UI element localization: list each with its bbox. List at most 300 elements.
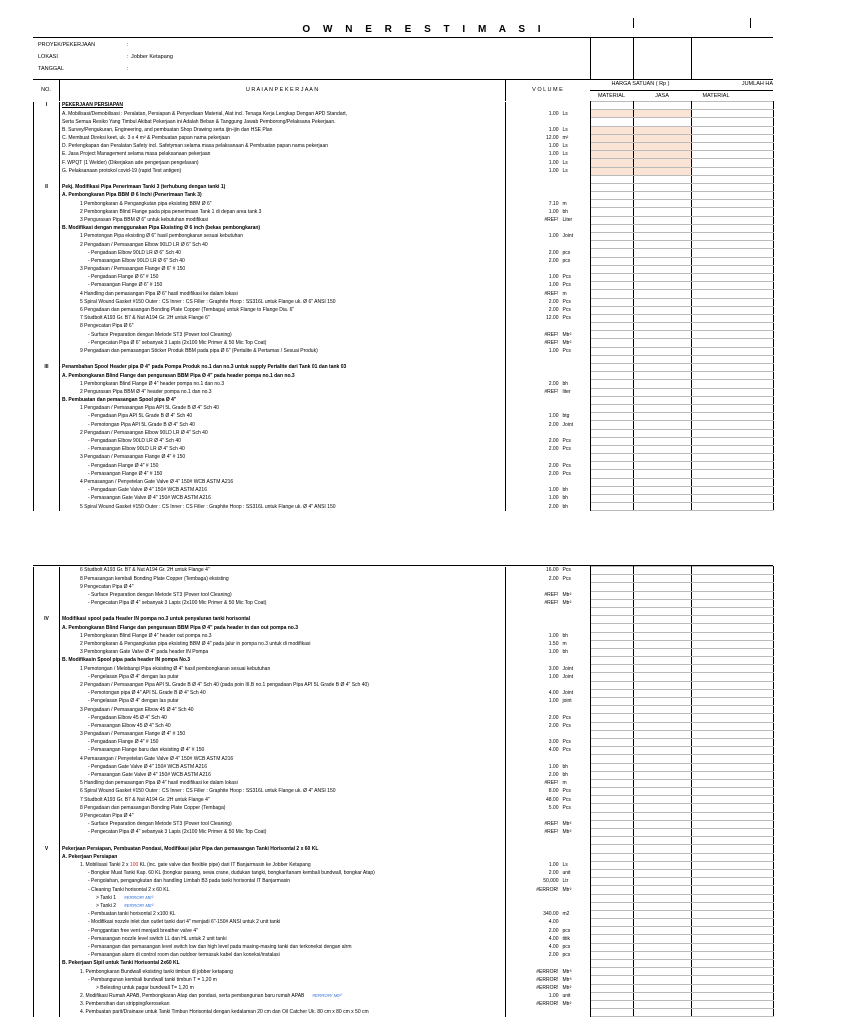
table-row xyxy=(34,919,774,927)
row-service-price xyxy=(634,126,692,134)
row-total-material xyxy=(692,902,774,910)
table-row xyxy=(34,470,774,478)
row-description xyxy=(60,175,506,183)
row-number xyxy=(34,323,60,331)
row-unit xyxy=(561,681,591,689)
row-service-price xyxy=(634,282,692,290)
table-row xyxy=(34,632,774,640)
row-total-material xyxy=(692,331,774,339)
row-service-price xyxy=(634,462,692,470)
row-number xyxy=(34,747,60,755)
row-description: 4. Pembuatan parit/Drainase untuk Tanki Timbun Horisontal dengan kedalaman 20 cm dan Oil Catcher Uk. 80 cm x 80 cm x 50 cm xyxy=(60,1009,506,1017)
table-row xyxy=(34,591,774,599)
row-number xyxy=(34,265,60,273)
row-material-price xyxy=(591,829,634,837)
row-service-price xyxy=(634,224,692,232)
table-row xyxy=(34,257,774,265)
row-description: 6 Pengadaan dan pemasangan Bonding Plate Copper (Tembaga) untuk Flange to Flange Dia. 6" xyxy=(60,306,506,314)
row-service-price xyxy=(634,567,692,575)
row-total-material xyxy=(692,216,774,224)
row-total-material xyxy=(692,951,774,959)
row-description: - Pengecatan Pipa Ø 6" sebanyak 3 Lapis (2x100 Mic Primer & 50 Mic Top Coat) xyxy=(60,339,506,347)
row-service-price xyxy=(634,951,692,959)
row-total-material xyxy=(692,763,774,771)
row-unit xyxy=(561,372,591,380)
row-description: - Pemasangan Flange baru dan eksisting Ø 4" # 150 xyxy=(60,747,506,755)
row-description: D. Perlengkapan dan Peralatan Safety incl. Safetyman selama masa pelaksanaan & Pembuatan papan nama pekerjaan xyxy=(60,142,506,150)
table-row xyxy=(34,763,774,771)
table-row xyxy=(34,976,774,984)
row-unit xyxy=(561,706,591,714)
row-number xyxy=(34,771,60,779)
row-unit: bh xyxy=(561,495,591,503)
row-total-material xyxy=(692,273,774,281)
error-note: #ERROR! Mtr² xyxy=(124,894,154,900)
row-number xyxy=(34,575,60,583)
row-service-price xyxy=(634,421,692,429)
row-quantity: 1.00 xyxy=(506,208,561,216)
row-number xyxy=(34,902,60,910)
row-total-material xyxy=(692,910,774,918)
row-total-material xyxy=(692,437,774,445)
row-number xyxy=(34,486,60,494)
row-material-price xyxy=(591,681,634,689)
row-unit xyxy=(561,118,591,126)
row-unit: m xyxy=(561,779,591,787)
row-material-price xyxy=(591,142,634,150)
row-quantity: 12.00 xyxy=(506,134,561,142)
row-description: 8 Pengadaan dan pemasangan Bonding Plate Copper (Tembaga) xyxy=(60,804,506,812)
row-total-material xyxy=(692,142,774,150)
row-total-material xyxy=(692,388,774,396)
row-service-price xyxy=(634,298,692,306)
table-row xyxy=(34,657,774,665)
table-row xyxy=(34,730,774,738)
row-service-price xyxy=(634,183,692,191)
row-material-price xyxy=(591,159,634,167)
row-description: Serta Semua Resiko Yang Timbul Akibat Pekerjaan ini Adalah Beban & Tanggung Jawab Pemborong/Pelaksana Pekerjaan. xyxy=(60,118,506,126)
row-unit: Pcs xyxy=(561,722,591,730)
row-unit: Pcs xyxy=(561,804,591,812)
row-total-material xyxy=(692,298,774,306)
row-service-price xyxy=(634,575,692,583)
table-row xyxy=(34,224,774,232)
column-header-jasa: JASA xyxy=(655,93,669,99)
row-service-price xyxy=(634,927,692,935)
row-quantity: 1.00 xyxy=(506,763,561,771)
row-quantity: 1.00 xyxy=(506,159,561,167)
row-number xyxy=(34,607,60,615)
row-quantity: 1.00 xyxy=(506,861,561,869)
row-service-price xyxy=(634,290,692,298)
row-total-material xyxy=(692,640,774,648)
row-unit: Pcs xyxy=(561,273,591,281)
row-description: A. Pembongkaran Pipa BBM Ø 6 Inchi (Penerimaan Tank 3) xyxy=(60,192,506,200)
row-description: - Pembangunan kembali bundwall tanki timbun T = 1,20 m xyxy=(60,976,506,984)
row-description: 4 Pemasangan / Penyetelan Gate Valve Ø 4" 150# WCB ASTM A216 xyxy=(60,478,506,486)
row-quantity: 2.00 xyxy=(506,927,561,935)
row-number xyxy=(34,118,60,126)
row-quantity: 2.00 xyxy=(506,470,561,478)
column-header-harga: HARGA SATUAN ( Rp ) xyxy=(611,81,670,87)
row-number xyxy=(34,968,60,976)
row-total-material xyxy=(692,730,774,738)
row-number xyxy=(34,591,60,599)
row-service-price xyxy=(634,355,692,363)
row-quantity: #REF! xyxy=(506,599,561,607)
row-unit xyxy=(561,583,591,591)
row-total-material xyxy=(692,869,774,877)
row-total-material xyxy=(692,607,774,615)
row-material-price xyxy=(591,404,634,412)
table-row xyxy=(34,714,774,722)
row-unit xyxy=(561,624,591,632)
header-divider xyxy=(590,37,591,79)
row-quantity xyxy=(506,224,561,232)
row-description: 1. Mobilisasi Tanki 2 x 100 KL (inc. gate valve dan flexible pipe) dari IT Banjarmasin ke Jobber Ketapang xyxy=(60,861,506,869)
estimate-table-page-2 xyxy=(33,566,774,1017)
row-quantity xyxy=(506,607,561,615)
row-unit: Joint xyxy=(561,689,591,697)
row-description: B. Modifikasin Spool pipa pada header IN pompa No.3 xyxy=(60,657,506,665)
table-row xyxy=(34,486,774,494)
row-unit xyxy=(561,894,591,902)
row-description: 1 Pembongkaran & Pengangkutan pipa eksisting BBM Ø 6" xyxy=(60,200,506,208)
row-service-price xyxy=(634,829,692,837)
row-number xyxy=(34,976,60,984)
row-unit: unit xyxy=(561,869,591,877)
row-description: > Belesting untuk pagar bundwall T= 1,20 m xyxy=(60,984,506,992)
row-quantity: 50,000 xyxy=(506,878,561,886)
row-material-price xyxy=(591,192,634,200)
row-unit: Ls xyxy=(561,126,591,134)
error-note: #ERROR! Mtr² xyxy=(312,993,342,999)
row-unit: bh xyxy=(561,648,591,656)
row-material-price xyxy=(591,339,634,347)
row-description: - Pengadaan Elbow 90LD LR Ø 4" Sch 40 xyxy=(60,437,506,445)
row-unit: Mtr² xyxy=(561,984,591,992)
row-service-price xyxy=(634,192,692,200)
row-number xyxy=(34,224,60,232)
row-number xyxy=(34,820,60,828)
row-unit: Pcs xyxy=(561,306,591,314)
row-service-price xyxy=(634,878,692,886)
row-number xyxy=(34,869,60,877)
row-description xyxy=(60,355,506,363)
row-unit xyxy=(561,616,591,624)
row-total-material xyxy=(692,347,774,355)
row-total-material xyxy=(692,323,774,331)
row-total-material xyxy=(692,314,774,322)
row-service-price xyxy=(634,722,692,730)
row-quantity xyxy=(506,364,561,372)
row-service-price xyxy=(634,763,692,771)
row-number xyxy=(34,861,60,869)
row-material-price xyxy=(591,208,634,216)
row-service-price xyxy=(634,151,692,159)
row-total-material xyxy=(692,722,774,730)
row-material-price xyxy=(591,698,634,706)
row-number xyxy=(34,110,60,118)
table-row xyxy=(34,869,774,877)
row-total-material xyxy=(692,927,774,935)
row-number xyxy=(34,413,60,421)
table-row xyxy=(34,779,774,787)
row-quantity: #REF! xyxy=(506,820,561,828)
row-number xyxy=(34,503,60,511)
row-unit xyxy=(561,902,591,910)
row-total-material xyxy=(692,968,774,976)
table-row xyxy=(34,151,774,159)
row-quantity xyxy=(506,183,561,191)
row-quantity xyxy=(506,192,561,200)
row-unit: Ls xyxy=(561,142,591,150)
row-quantity: 2.00 xyxy=(506,257,561,265)
row-unit: bh xyxy=(561,486,591,494)
row-description: E. Jasa Project Management selama masa pelaksanaan pekerjaan xyxy=(60,151,506,159)
row-total-material xyxy=(692,290,774,298)
row-description: - Pengelasan Pipa Ø 4" dengan las putar xyxy=(60,673,506,681)
row-unit xyxy=(561,364,591,372)
row-unit: Ls xyxy=(561,167,591,175)
row-unit: Pcs xyxy=(561,314,591,322)
row-number xyxy=(34,624,60,632)
row-total-material xyxy=(692,126,774,134)
row-total-material xyxy=(692,118,774,126)
row-service-price xyxy=(634,984,692,992)
row-service-price xyxy=(634,1000,692,1008)
row-unit xyxy=(561,755,591,763)
row-unit: bh xyxy=(561,380,591,388)
row-quantity: #REF! xyxy=(506,591,561,599)
row-quantity: 2.00 xyxy=(506,722,561,730)
table-row xyxy=(34,902,774,910)
row-total-material xyxy=(692,413,774,421)
row-description: - Pemasangan alarm di control room dan outdoor termasuk kabel dan koneksi/instalasi xyxy=(60,951,506,959)
row-description: - Pemasangan Gate Valve Ø 4" 150# WCB ASTM A216 xyxy=(60,495,506,503)
row-description: - Pengolahan, pengangkutan dan handling Limbah B3 pada tanki horisontal IT Banjarmasin xyxy=(60,878,506,886)
row-number: V xyxy=(34,845,60,853)
row-unit: Pcs xyxy=(561,462,591,470)
row-description: 2 Pengadaan / Pemasangan Elbow 90LD LR Ø 4" Sch 40 xyxy=(60,429,506,437)
column-header-jumlah: JUMLAH HA xyxy=(741,81,773,87)
table-row xyxy=(34,118,774,126)
row-description: - Pembuatan tanki horisontal 2 x100 KL xyxy=(60,910,506,918)
table-row xyxy=(34,495,774,503)
row-description: 6 Studbolt A193 Gr. B7 & Nut A194 Gr. 2H untuk Flange 4" xyxy=(60,567,506,575)
row-quantity xyxy=(506,894,561,902)
row-description: 1 Pemotongan / Melobangi Pipa eksisting Ø 4" hasil pembongkaran sesuai kebutuhan xyxy=(60,665,506,673)
row-quantity xyxy=(506,853,561,861)
row-material-price xyxy=(591,175,634,183)
row-number xyxy=(34,763,60,771)
row-number xyxy=(34,657,60,665)
row-description: - Pemotongan Pipa API 5L Grade B Ø 4" Sch 40 xyxy=(60,421,506,429)
row-total-material xyxy=(692,976,774,984)
row-description: 8 Pemasangan kembali Bonding Plate Copper (Tembaga) eksisting xyxy=(60,575,506,583)
row-description: B. Modifikasi dengan menggunakan Pipa Eksisting Ø 6 inch (bekas pembongkaran) xyxy=(60,224,506,232)
row-total-material xyxy=(692,771,774,779)
row-material-price xyxy=(591,249,634,257)
row-service-price xyxy=(634,837,692,845)
row-description: - Pengadaan Pipa API 5L Grade B Ø 4" Sch 40 xyxy=(60,413,506,421)
row-quantity: 1.00 xyxy=(506,282,561,290)
row-service-price xyxy=(634,648,692,656)
row-material-price xyxy=(591,503,634,511)
row-description: A. Pekerjaan Persiapan xyxy=(60,853,506,861)
row-material-price xyxy=(591,396,634,404)
row-quantity: 1.00 xyxy=(506,233,561,241)
meta-location-value: Jobber Ketapang xyxy=(131,54,173,60)
table-row xyxy=(34,454,774,462)
row-quantity xyxy=(506,265,561,273)
row-material-price xyxy=(591,372,634,380)
row-description: - Pengadaan Flange Ø 4" # 150 xyxy=(60,738,506,746)
row-quantity xyxy=(506,902,561,910)
table-row xyxy=(34,413,774,421)
row-unit: Mtr² xyxy=(561,339,591,347)
row-material-price xyxy=(591,575,634,583)
row-quantity: 2.00 xyxy=(506,445,561,453)
error-note: #ERROR! Mtr² xyxy=(124,903,154,909)
row-quantity: 2.00 xyxy=(506,249,561,257)
row-total-material xyxy=(692,454,774,462)
row-description: - Pengadaan Gate Valve Ø 4" 150# WCB ASTM A216 xyxy=(60,486,506,494)
row-service-price xyxy=(634,738,692,746)
row-material-price xyxy=(591,788,634,796)
row-number xyxy=(34,853,60,861)
row-unit xyxy=(561,657,591,665)
row-number xyxy=(34,738,60,746)
row-number: III xyxy=(34,364,60,372)
row-quantity xyxy=(506,681,561,689)
row-material-price xyxy=(591,607,634,615)
row-material-price xyxy=(591,599,634,607)
row-unit xyxy=(561,454,591,462)
row-unit: Ls xyxy=(561,151,591,159)
meta-colon: : xyxy=(127,54,129,60)
row-service-price xyxy=(634,771,692,779)
row-description: 7 Studbolt A193 Gr. B7 & Nut A194 Gr. 2H untuk Flange 4" xyxy=(60,796,506,804)
row-number xyxy=(34,673,60,681)
row-total-material xyxy=(692,192,774,200)
row-total-material xyxy=(692,788,774,796)
row-material-price xyxy=(591,102,634,110)
row-description: C. Membuat Direksi keet, uk. 3 x 4 m² & Pembuatan papan nama pekerjaan xyxy=(60,134,506,142)
row-unit: Mtr² xyxy=(561,820,591,828)
row-quantity: 2.00 xyxy=(506,503,561,511)
table-row xyxy=(34,216,774,224)
row-service-price xyxy=(634,388,692,396)
row-unit xyxy=(561,919,591,927)
table-row xyxy=(34,886,774,894)
row-material-price xyxy=(591,894,634,902)
table-row xyxy=(34,640,774,648)
row-material-price xyxy=(591,820,634,828)
row-quantity xyxy=(506,241,561,249)
row-quantity xyxy=(506,454,561,462)
row-total-material xyxy=(692,241,774,249)
row-material-price xyxy=(591,861,634,869)
row-number xyxy=(34,142,60,150)
row-quantity: #ERROR! xyxy=(506,976,561,984)
page-break xyxy=(0,512,768,565)
row-material-price xyxy=(591,331,634,339)
row-service-price xyxy=(634,935,692,943)
row-quantity: 1.00 xyxy=(506,486,561,494)
table-row xyxy=(34,241,774,249)
row-number xyxy=(34,331,60,339)
row-material-price xyxy=(591,976,634,984)
row-material-price xyxy=(591,183,634,191)
row-quantity xyxy=(506,837,561,845)
row-service-price xyxy=(634,706,692,714)
row-total-material xyxy=(692,894,774,902)
row-unit: Mtr³ xyxy=(561,976,591,984)
row-service-price xyxy=(634,241,692,249)
row-service-price xyxy=(634,314,692,322)
row-quantity xyxy=(506,583,561,591)
table-row xyxy=(34,437,774,445)
row-number: IV xyxy=(34,616,60,624)
row-unit: m xyxy=(561,640,591,648)
row-description: - Pemasangan Elbow 90LD LR Ø 4" Sch 40 xyxy=(60,445,506,453)
header-divider xyxy=(633,18,634,28)
row-number xyxy=(34,290,60,298)
row-number xyxy=(34,943,60,951)
row-total-material xyxy=(692,355,774,363)
row-unit xyxy=(561,1009,591,1017)
row-material-price xyxy=(591,380,634,388)
row-total-material xyxy=(692,796,774,804)
row-material-price xyxy=(591,853,634,861)
row-quantity xyxy=(506,657,561,665)
row-service-price xyxy=(634,364,692,372)
document-title: O W N E R E S T I M A S I xyxy=(302,24,546,35)
table-row xyxy=(34,208,774,216)
row-quantity: 1.00 xyxy=(506,142,561,150)
row-material-price xyxy=(591,960,634,968)
row-total-material xyxy=(692,591,774,599)
row-number xyxy=(34,470,60,478)
row-material-price xyxy=(591,968,634,976)
row-description: A. Mobilisasi/Demobilisasi : Peralatan, Persiapan & Penyediaan Material, Alat incl. Tenaga Kerja Lengkap Dengan APD Standart, xyxy=(60,110,506,118)
row-service-price xyxy=(634,200,692,208)
table-row xyxy=(34,192,774,200)
table-row xyxy=(34,575,774,583)
column-header-jumlah-material: MATERIAL xyxy=(702,93,730,99)
row-number xyxy=(34,730,60,738)
row-total-material xyxy=(692,102,774,110)
table-row xyxy=(34,298,774,306)
table-row xyxy=(34,935,774,943)
row-total-material xyxy=(692,183,774,191)
row-unit: Pcs xyxy=(561,567,591,575)
row-total-material xyxy=(692,167,774,175)
row-material-price xyxy=(591,298,634,306)
row-quantity: 2.00 xyxy=(506,421,561,429)
row-service-price xyxy=(634,216,692,224)
row-quantity: 1.00 xyxy=(506,992,561,1000)
row-description: - Pengadaan Elbow 90LD LR Ø 6" Sch 40 xyxy=(60,249,506,257)
row-number xyxy=(34,339,60,347)
row-service-price xyxy=(634,118,692,126)
row-description: 1 Pembongkaran Blind Flange Ø 4" header pompa no.1 dan no.3 xyxy=(60,380,506,388)
row-total-material xyxy=(692,829,774,837)
row-description: 3. Pembersihan dan stripping/kerosekan xyxy=(60,1000,506,1008)
row-service-price xyxy=(634,495,692,503)
row-material-price xyxy=(591,804,634,812)
